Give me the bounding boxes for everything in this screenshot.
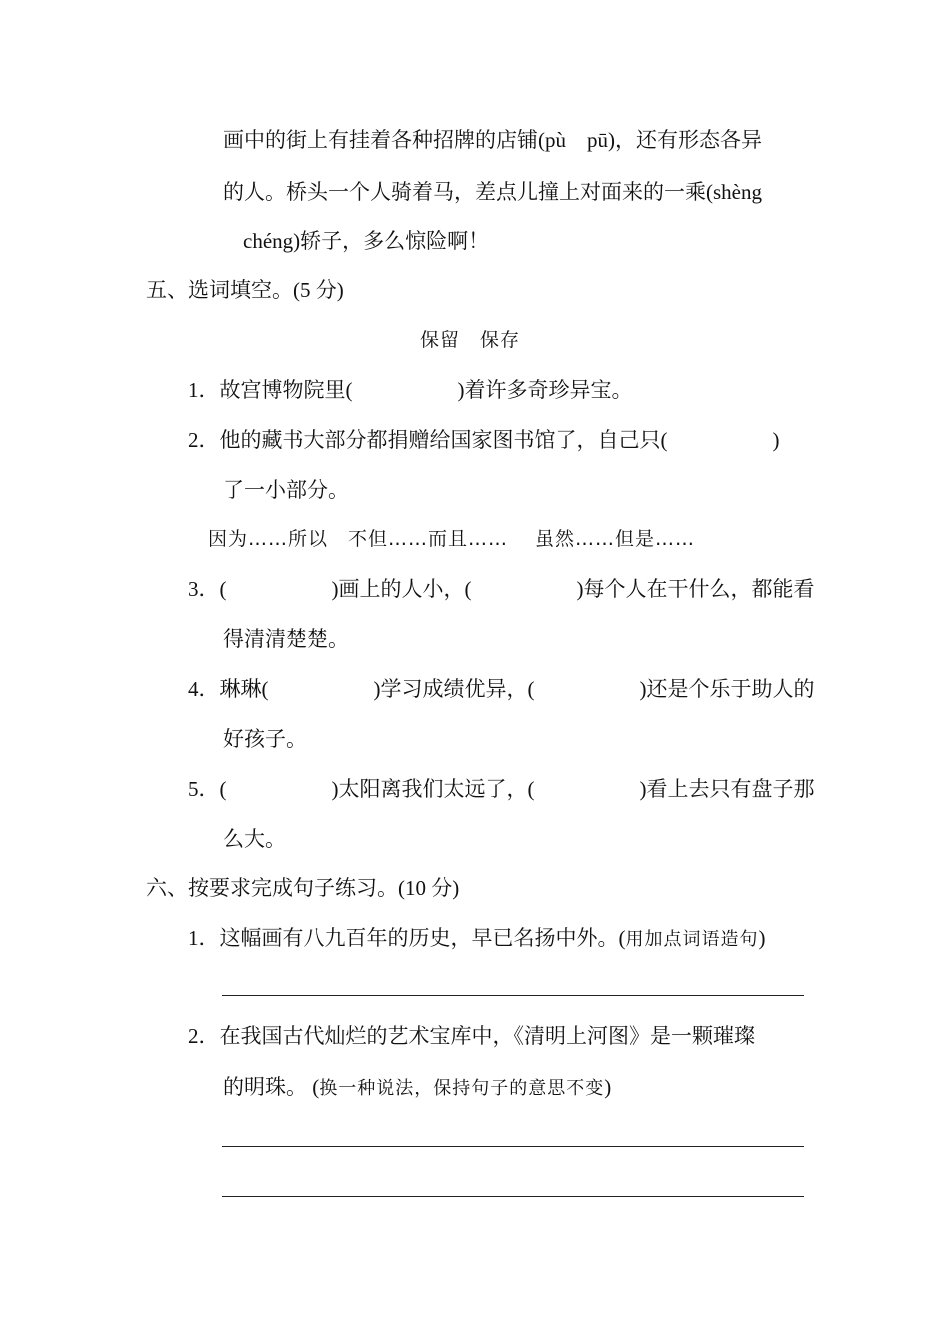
section-6-title: 六、按要求完成句子练习。(10 分)	[146, 876, 460, 900]
question-5-3-line-2: 得清清楚楚。	[223, 627, 349, 651]
question-5-1: 1．故宫博物院里( )着许多奇珍异宝。	[188, 378, 633, 402]
question-5-2-line-1: 2．他的藏书大部分都捐赠给国家图书馆了，自己只( )	[188, 428, 780, 452]
question-6-1-instruction: 用加点词语造句	[625, 929, 759, 950]
question-5-5-line-2: 么大。	[223, 827, 286, 851]
question-6-2-close: )	[604, 1075, 612, 1099]
question-5-5-line-1: 5．( )太阳离我们太远了，( )看上去只有盘子那	[188, 777, 815, 801]
question-5-4-line-2: 好孩子。	[223, 727, 307, 751]
passage-line-2: 的人。桥头一个人骑着马，差点儿撞上对面来的一乘(shèng	[223, 180, 762, 204]
question-6-2-line-2	[223, 1075, 611, 1101]
answer-line-6-2b[interactable]	[222, 1196, 804, 1197]
answer-line-6-2a[interactable]	[222, 1146, 804, 1147]
answer-line-6-1[interactable]	[222, 995, 804, 996]
question-5-4-line-1: 4．琳琳( )学习成绩优异，( )还是个乐于助人的	[188, 677, 815, 701]
word-bank-2: 因为……所以 不但……而且…… 虽然……但是……	[208, 528, 696, 550]
passage-line-3: chéng)轿子，多么惊险啊！	[243, 229, 490, 253]
passage-line-1: 画中的街上有挂着各种招牌的店铺(pù pū)，还有形态各异	[223, 128, 762, 152]
question-6-2-instruction: 换一种说法，保持句子的意思不变	[319, 1078, 605, 1099]
question-6-1-text: 1．这幅画有八九百年的历史，早已名扬中外。(	[188, 926, 626, 950]
question-6-2-text: 的明珠。 (	[223, 1075, 320, 1099]
word-bank-1: 保留 保存	[420, 329, 521, 351]
question-5-2-line-2: 了一小部分。	[223, 478, 349, 502]
question-6-2-line-1: 2．在我国古代灿烂的艺术宝库中，《清明上河图》是一颗璀璨	[188, 1024, 755, 1048]
section-5-title: 五、选词填空。(5 分)	[146, 278, 344, 302]
question-6-1	[188, 926, 766, 952]
question-6-1-close: )	[758, 926, 766, 950]
question-5-3-line-1: 3．( )画上的人小，( )每个人在干什么，都能看	[188, 577, 815, 601]
